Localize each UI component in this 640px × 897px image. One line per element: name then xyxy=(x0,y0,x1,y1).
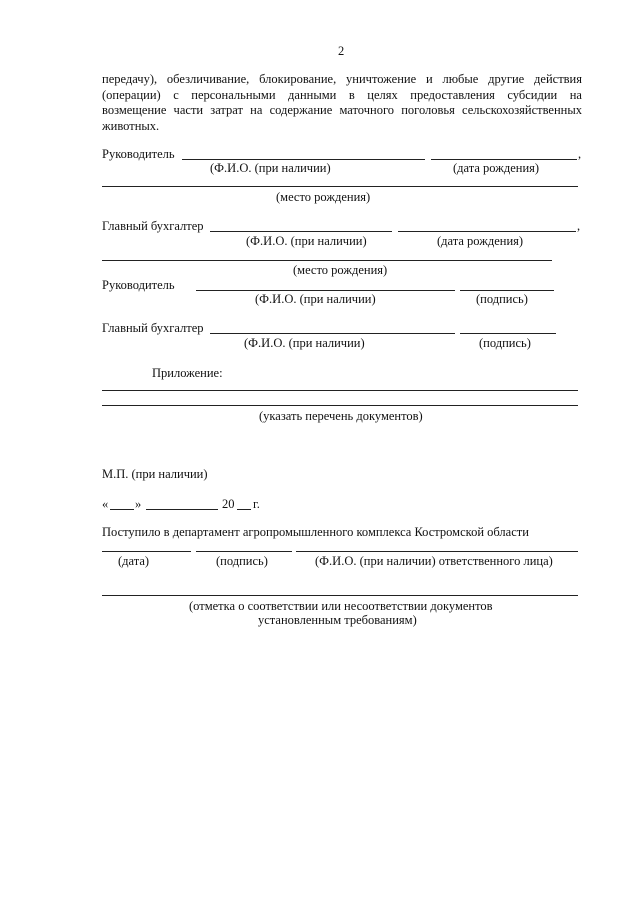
date-caption: (дата) xyxy=(118,554,150,568)
director-pob-field[interactable] xyxy=(102,186,578,187)
comma: , xyxy=(578,147,582,161)
paragraph-line: возмещение части затрат на содержание маточного поголовья сельскохозяйственных xyxy=(102,103,582,117)
accountant-fio-field[interactable] xyxy=(210,231,392,232)
stamp-label: М.П. (при наличии) xyxy=(102,467,208,481)
year-suffix: г. xyxy=(253,497,260,511)
attachment-label: Приложение: xyxy=(152,366,223,380)
accountant-signature-field[interactable] xyxy=(460,333,556,334)
director-fio-field[interactable] xyxy=(182,159,425,160)
attachment-caption: (указать перечень документов) xyxy=(259,409,423,423)
attachment-field-2[interactable] xyxy=(102,405,578,406)
pob-caption: (место рождения) xyxy=(276,190,371,204)
signature-caption: (подпись) xyxy=(476,292,528,306)
year-field[interactable] xyxy=(237,509,251,510)
dob-caption: (дата рождения) xyxy=(453,161,540,175)
paragraph-line: животных. xyxy=(102,118,160,133)
director-label: Руководитель xyxy=(102,147,175,161)
director-sign-fio-field[interactable] xyxy=(196,290,455,291)
accountant-pob-field[interactable] xyxy=(102,260,552,261)
fio-caption: (Ф.И.О. (при наличии) xyxy=(244,336,365,350)
pob-caption: (место рождения) xyxy=(293,263,388,277)
signature-caption: (подпись) xyxy=(479,336,531,350)
dob-caption: (дата рождения) xyxy=(437,234,524,248)
paragraph-line: передачу), обезличивание, блокирование, уничтожение и любые другие действия xyxy=(102,72,582,86)
accountant-dob-field[interactable] xyxy=(398,231,576,232)
received-signature-field[interactable] xyxy=(196,551,292,552)
close-quote: » xyxy=(135,497,142,511)
fio-caption: (Ф.И.О. (при наличии) xyxy=(210,161,331,175)
accountant-label: Главный бухгалтер xyxy=(102,219,204,233)
received-text: Поступило в департамент агропромышленного комплекса Костромской области xyxy=(102,525,529,539)
director-signature-field[interactable] xyxy=(460,290,554,291)
received-date-field[interactable] xyxy=(102,551,191,552)
page-number: 2 xyxy=(338,44,345,58)
comma: , xyxy=(577,219,581,233)
fio-caption: (Ф.И.О. (при наличии) xyxy=(255,292,376,306)
paragraph-line: (операции) с персональными данными в целях предоставления субсидии на xyxy=(102,87,582,102)
received-fio-field[interactable] xyxy=(296,551,578,552)
year-prefix: 20 xyxy=(222,497,235,511)
month-field[interactable] xyxy=(146,509,218,510)
consent-paragraph xyxy=(102,72,582,134)
accountant-sign-label: Главный бухгалтер xyxy=(102,321,204,335)
open-quote: « xyxy=(102,497,109,511)
day-field[interactable] xyxy=(110,509,134,510)
responsible-fio-caption: (Ф.И.О. (при наличии) ответственного лица) xyxy=(315,554,553,568)
fio-caption: (Ф.И.О. (при наличии) xyxy=(246,234,367,248)
director-sign-label: Руководитель xyxy=(102,278,175,292)
compliance-caption: установленным требованиям) xyxy=(258,613,417,627)
compliance-field[interactable] xyxy=(102,595,578,596)
compliance-caption: (отметка о соответствии или несоответствии документов xyxy=(189,599,493,613)
accountant-sign-fio-field[interactable] xyxy=(210,333,455,334)
director-dob-field[interactable] xyxy=(431,159,577,160)
signature-caption: (подпись) xyxy=(216,554,268,568)
attachment-field-1[interactable] xyxy=(102,390,578,391)
